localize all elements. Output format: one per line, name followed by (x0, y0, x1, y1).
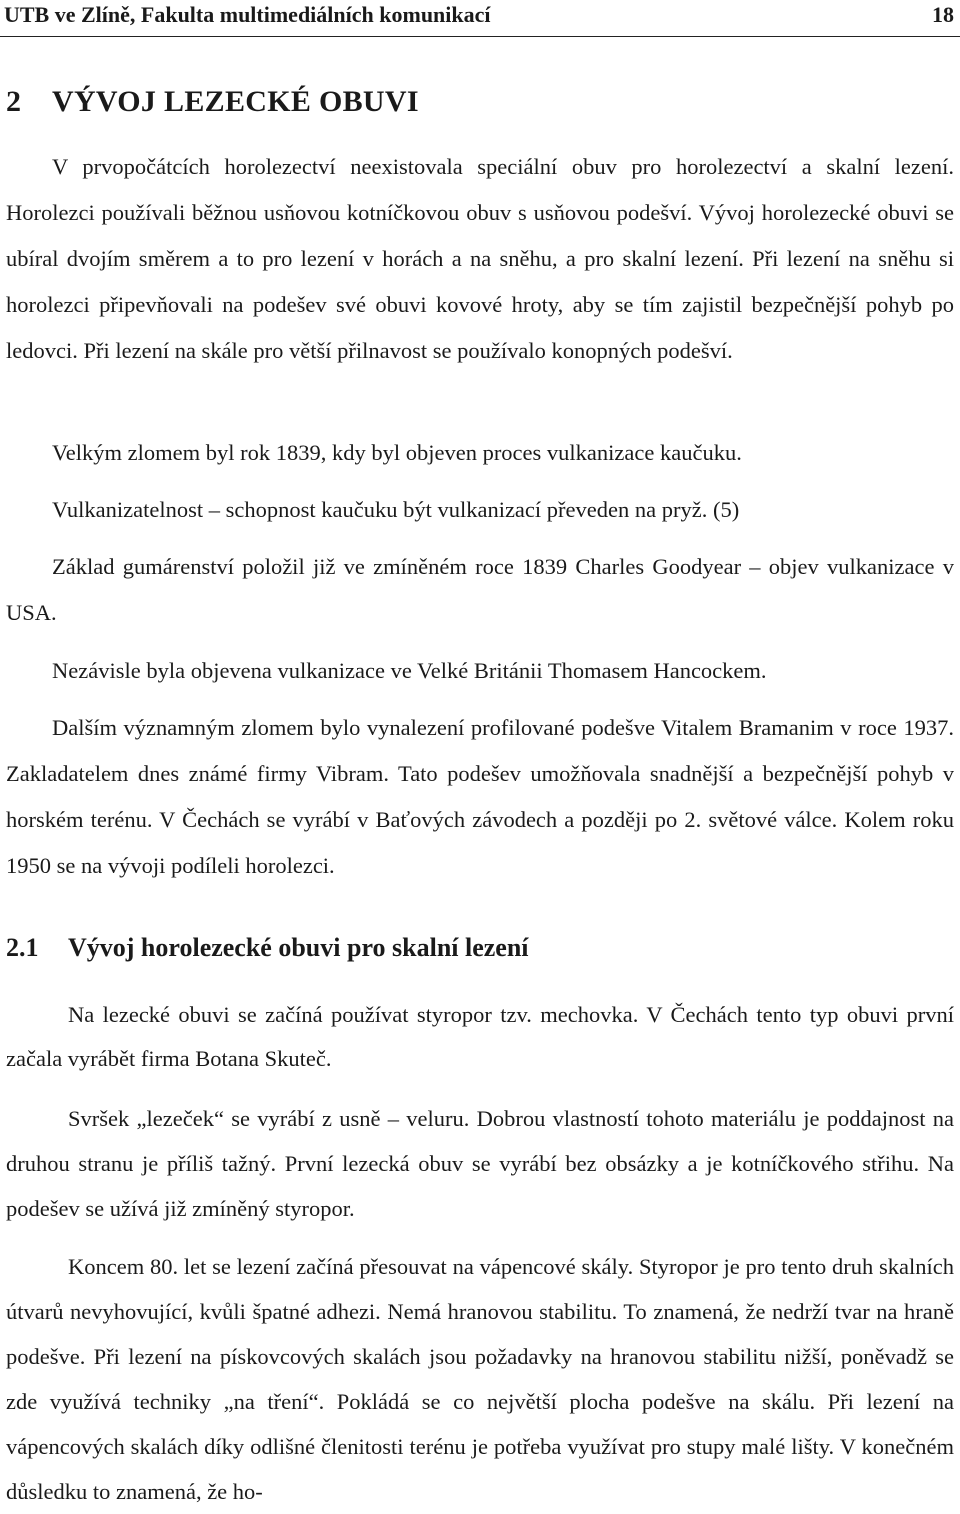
paragraph: Nezávisle byla objevena vulkanizace ve Velké Británii Thomasem Hancockem. (52, 658, 767, 683)
paragraph-4-block (0, 544, 960, 636)
paragraph: Na lezecké obuvi se začíná používat styropor tzv. mechovka. V Čechách tento typ obuvi první začala vyrábět firma Botana Skuteč. (6, 1002, 954, 1071)
paragraph: Koncem 80. let se lezení začíná přesouvat na vápencové skály. Styropor je pro tento druh skalních útvarů nevyhovující, kvůli špatné adhezi. Nemá hranovou stabilitu. To znamená, že nedrží tvar na hraně podešve. Při lezení na pískovcových skalách jsou požadavky na hranovou stabilitu nižší, poněvadž se zde využívá techniky „na tření“. Pokládá se co největší plocha podešve na skálu. Při lezení na vápencových skalách díky odlišné členitosti terénu je potřeba využívat pro stupy malé lišty. V konečném důsledku to znamená, že ho- (6, 1254, 954, 1504)
page-number: 18 (932, 2, 954, 27)
section-number: 2.1 (6, 933, 39, 962)
section-paragraph-2-block (0, 1096, 960, 1231)
section-title: Vývoj horolezecké obuvi pro skalní lezení (68, 933, 529, 962)
paragraph: Dalším významným zlomem bylo vynalezení profilované podešve Vitalem Bramanim v roce 1937. Zakladatelem dnes známé firmy Vibram. Tato podešev umožňovala snadnější a bezpečnější pohyb v horském terénu. V Čechách se vyrábí v Baťových závodech a později po 2. světové válce. Kolem roku 1950 se na vývoji podíleli horolezci. (6, 715, 954, 878)
chapter-title: VÝVOJ LEZECKÉ OBUVI (52, 85, 419, 118)
paragraph-6-block (0, 705, 960, 889)
paragraph: Svršek „lezeček“ se vyrábí z usně – veluru. Dobrou vlastností tohoto materiálu je poddajnost na druhou stranu je příliš tažný. První lezecká obuv se vyrábí bez obsázky a je kotníčkového střihu. Na podešev se užívá již zmíněný styropor. (6, 1106, 954, 1221)
section-heading (6, 932, 529, 964)
paragraph-5-block (0, 648, 960, 694)
header-title: UTB ve Zlíně, Fakulta multimediálních komunikací (4, 2, 491, 27)
paragraph-2-block (0, 430, 960, 476)
section-paragraph-1-block (0, 993, 960, 1081)
paragraph-1-block (0, 144, 960, 374)
running-header (4, 2, 954, 28)
header-rule (0, 36, 960, 37)
paragraph-3-block (0, 487, 960, 533)
paragraph: Základ gumárenství položil již ve zmíněném roce 1839 Charles Goodyear – objev vulkanizace v USA. (6, 554, 954, 625)
paragraph: Velkým zlomem byl rok 1839, kdy byl objeven proces vulkanizace kaučuku. (52, 440, 742, 465)
paragraph: V prvopočátcích horolezectví neexistovala speciální obuv pro horolezectví a skalní lezení. Horolezci používali běžnou usňovou kotníčkovou obuv s usňovou podešví. Vývoj horolezecké obuvi se ubíral dvojím směrem a to pro lezení v horách a na sněhu, a pro skalní lezení. Při lezení na sněhu si horolezci připevňovali na podešev své obuvi kovové hroty, aby se tím zajistil bezpečnější pohyb po ledovci. Při lezení na skále pro větší přilnavost se používalo konopných podešví. (6, 154, 954, 363)
chapter-number: 2 (6, 85, 22, 118)
section-paragraph-3-block (0, 1244, 960, 1514)
paragraph: Vulkanizatelnost – schopnost kaučuku být vulkanizací převeden na pryž. (5) (52, 497, 740, 522)
chapter-heading (6, 84, 419, 120)
